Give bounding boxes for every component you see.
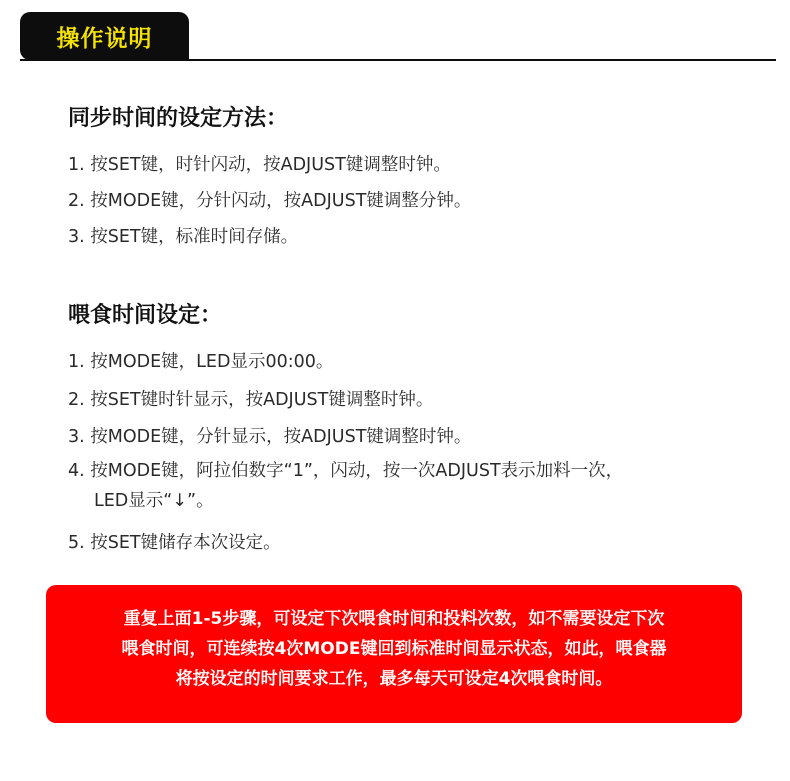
feed-step-2: 2. 按SET键时针显示，按ADJUST键调整时钟。 xyxy=(68,390,434,410)
header-divider xyxy=(20,59,776,61)
feed-step-1: 1. 按MODE键，LED显示00:00。 xyxy=(68,352,334,372)
notice-box xyxy=(46,585,742,723)
feed-time-steps xyxy=(68,349,623,556)
sync-step-2: 2. 按MODE键，分针闪动，按ADJUST键调整分钟。 xyxy=(68,191,472,211)
section-header-tab xyxy=(20,12,189,60)
notice-line-1: 重复上面1-5步骤，可设定下次喂食时间和投料次数，如不需要设定下次 xyxy=(123,609,665,629)
sync-time-title: 同步时间的设定方法： xyxy=(68,106,289,131)
sync-step-1: 1. 按SET键，时针闪动，按ADJUST键调整时钟。 xyxy=(68,155,451,175)
notice-line-3: 将按设定的时间要求工作，最多每天可设定4次喂食时间。 xyxy=(175,669,613,689)
sync-step-3: 3. 按SET键，标准时间存储。 xyxy=(68,227,299,247)
sync-time-steps xyxy=(68,152,471,250)
notice-line-2: 喂食时间，可连续按4次MODE键回到标准时间显示状态，如此，喂食器 xyxy=(121,639,667,659)
feed-step-5: 5. 按SET键储存本次设定。 xyxy=(68,533,281,553)
feed-step-3: 3. 按MODE键，分针显示，按ADJUST键调整时钟。 xyxy=(68,427,472,447)
feed-time-title: 喂食时间设定： xyxy=(68,303,223,328)
feed-step-4: 4. 按MODE键，阿拉伯数字“1”，闪动，按一次ADJUST表示加料一次， xyxy=(68,461,624,481)
section-header-title: 操作说明 xyxy=(56,25,153,52)
feed-step-4-continued: LED显示“↓”。 xyxy=(94,491,214,511)
